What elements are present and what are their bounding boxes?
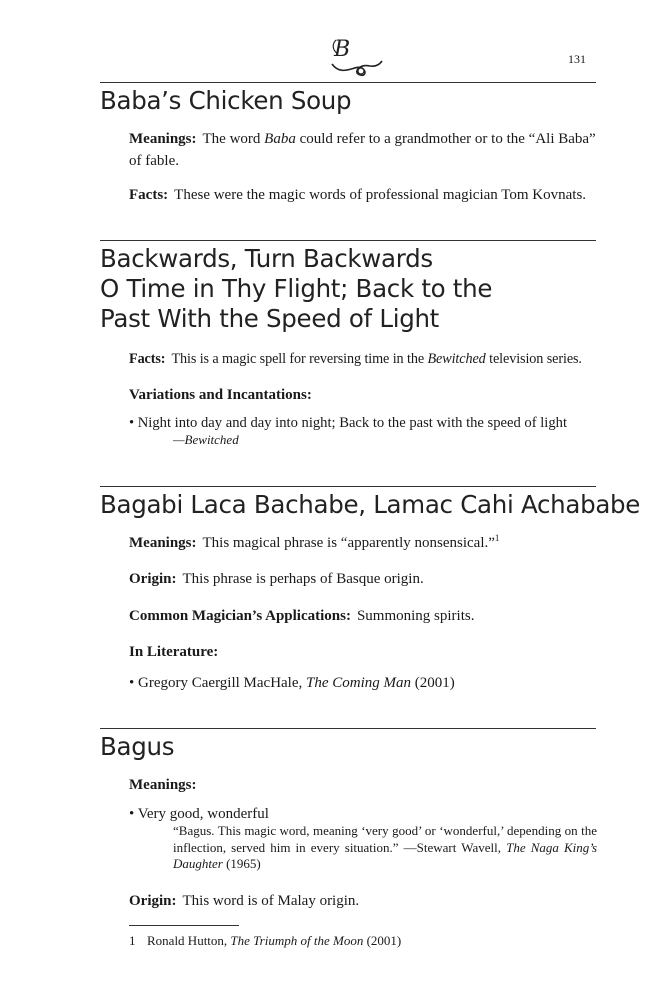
facts-field — [129, 184, 597, 206]
footnote-number: 1 — [129, 933, 136, 948]
meanings-label: Meanings: — [129, 777, 197, 793]
literature-label: In Literature: — [129, 644, 219, 660]
divider-rule — [100, 82, 596, 83]
footnote — [129, 932, 401, 950]
list-item-text: (2001) — [411, 675, 455, 691]
book-title: The Triumph of the Moon — [230, 933, 364, 948]
quote-text: “Bagus. This magic word, meaning ‘very good’ or ‘wonderful,’ depending on the inflection, served him in every situation.” —Stewart Wavell, — [173, 823, 597, 855]
list-item-text: Gregory Caergill MacHale, — [138, 675, 307, 691]
entry-heading: O Time in Thy Flight; Back to the — [100, 274, 493, 303]
list-item: • Very good, wonderful — [129, 806, 269, 822]
field-text: This phrase is perhaps of Basque origin. — [182, 571, 424, 587]
list-item-text: Very good, wonderful — [137, 806, 269, 822]
field-label: Facts: — [129, 187, 169, 203]
entry-heading: Bagabi Laca Bachabe, Lamac Cahi Achababe — [100, 490, 641, 519]
list-item: • Gregory Caergill MacHale, The Coming Man (2001) — [129, 675, 455, 691]
field-text: The word — [202, 131, 265, 147]
field-label: Origin: — [129, 571, 177, 587]
origin-field — [129, 890, 597, 912]
field-label: Origin: — [129, 893, 177, 909]
applications-field — [129, 605, 597, 627]
entry-heading: Bagus — [100, 732, 175, 761]
variation-source: —Bewitched — [173, 432, 239, 447]
field-text: Summoning spirits. — [356, 608, 475, 624]
field-text: This is a magic spell for reversing time in the — [171, 351, 428, 367]
svg-text:B: B — [334, 37, 351, 62]
field-text: This magical phrase is “apparently nonsensical.” — [202, 535, 495, 551]
field-italic: Bewitched — [427, 351, 486, 367]
field-label: Common Magician’s Applications: — [129, 608, 351, 624]
divider-rule — [100, 486, 596, 487]
field-text: could refer to a grandmother or to the “Ali Baba” of fable. — [129, 131, 596, 169]
page-number: 131 — [568, 52, 586, 66]
meanings-field — [129, 128, 597, 172]
list-item: • Night into day and day into night; Back to the past with the speed of light — [129, 415, 567, 431]
field-italic: Baba — [264, 131, 296, 147]
divider-rule — [100, 240, 596, 241]
book-title: The Coming Man — [306, 675, 412, 691]
field-text: This word is of Malay origin. — [182, 893, 360, 909]
quote-text: (1965) — [222, 856, 261, 872]
entry-heading: Backwards, Turn Backwards — [100, 244, 433, 273]
book-title: The Naga King’s Daughter — [173, 839, 597, 872]
field-label: Meanings: — [129, 535, 197, 551]
footnote-text: Ronald Hutton, — [147, 933, 231, 948]
field-text: television series. — [485, 351, 582, 367]
field-text: These were the magic words of professional magician Tom Kovnats. — [174, 187, 587, 203]
entry-heading: Baba’s Chicken Soup — [100, 86, 352, 115]
meanings-field — [129, 532, 597, 554]
list-item-text: Night into day and day into night; Back to the past with the speed of light — [137, 415, 567, 431]
footnote-text: (2001) — [363, 933, 402, 948]
variations-label: Variations and Incantations: — [129, 387, 312, 403]
field-label: Facts: — [129, 351, 166, 367]
field-label: Meanings: — [129, 131, 197, 147]
footnote-ref[interactable]: 1 — [494, 533, 500, 543]
origin-field — [129, 568, 597, 590]
facts-field — [129, 348, 597, 370]
divider-rule — [100, 728, 596, 729]
letter-b-flourish-icon — [328, 34, 384, 78]
footnote-rule — [129, 925, 239, 926]
quotation — [173, 823, 597, 873]
entry-heading: Past With the Speed of Light — [100, 304, 439, 333]
